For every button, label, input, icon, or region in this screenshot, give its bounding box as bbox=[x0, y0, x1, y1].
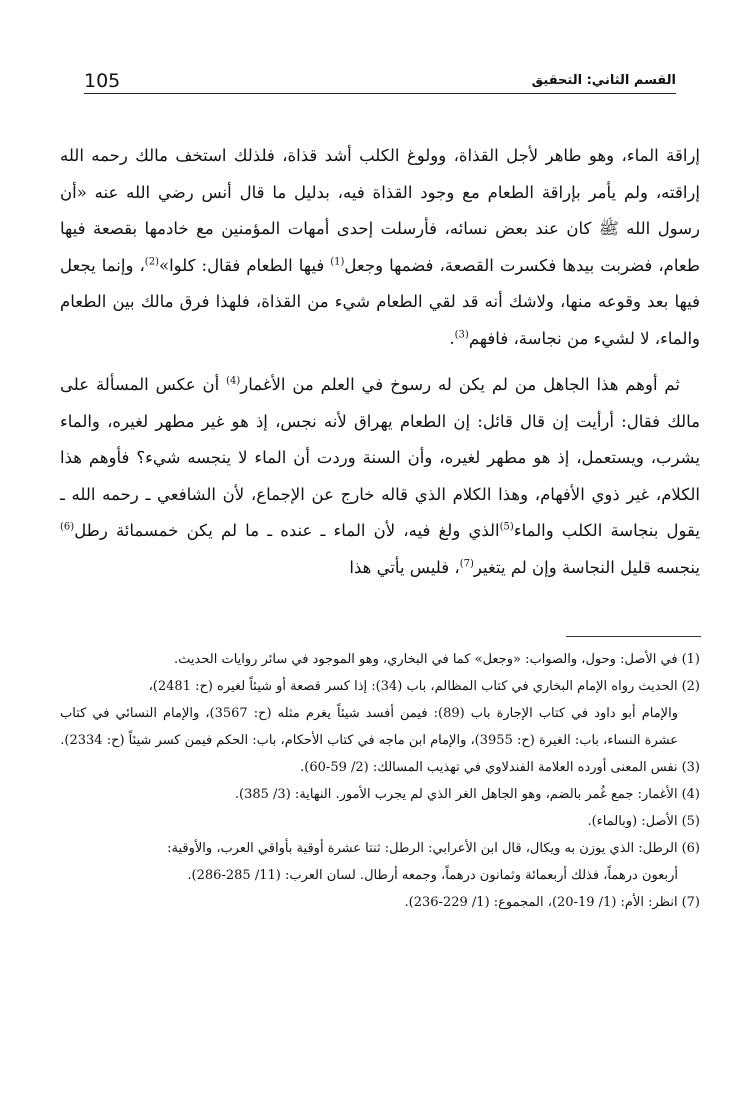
footnote-ref-3[interactable]: (3) bbox=[454, 329, 469, 340]
footnote-ref-4[interactable]: (4) bbox=[226, 375, 241, 387]
page-header bbox=[84, 64, 676, 94]
footnote-text: الحديث رواه الإمام البخاري في كتاب المظالم، باب (34): إذا كسر قصعة أو شيئاً لغيره (ح: 2481)، bbox=[148, 679, 678, 694]
footnote-number: (3) bbox=[681, 760, 700, 775]
footnote-text: انظر: الأم: (1/ 19-20)، المجموع: (1/ 229-236). bbox=[404, 895, 678, 910]
text-run: أن عكس المسألة على مالك فقال: أرأيت إن قال قائل: إن الطعام يهراق لأنه نجس، إذ هو غير مطهر لغيره، والماء يشرب، ويستعمل، إذ هو مطهر لغيره، وأن السنة وردت أن الماء لا ينجسه شيء؟ فأوهم هذا الكلام، غير ذوي الأفهام، وهذا الكلام الذي قاله خارج عن الإجماع، لأن الشافعي ـ رحمه الله ـ يقول بنجاسة الكلب والماء bbox=[60, 375, 700, 540]
paragraph-1 bbox=[60, 138, 700, 357]
footnote-continuation: أربعون درهماً، فذلك أربعمائة وثمانون درهماً، وجمعه أرطال. لسان العرب: (11/ 285-286). bbox=[187, 868, 678, 883]
footnote-number: (2) bbox=[681, 679, 700, 694]
footnote-number: (6) bbox=[681, 841, 700, 856]
footnote-2 bbox=[60, 673, 700, 754]
footnote-text: نفس المعنى أورده العلامة الفندلاوي في تهذيب المسالك: (2/ 59-60). bbox=[300, 760, 678, 775]
main-text bbox=[60, 138, 700, 586]
footnote-6 bbox=[60, 835, 700, 889]
footnote-ref-5[interactable]: (5) bbox=[499, 521, 514, 533]
footnote-number: (1) bbox=[681, 652, 700, 667]
footnote-text: الأغمار: جمع غُمر بالضم، وهو الجاهل الغر الذي لم يجرب الأمور. النهاية: (3/ 385). bbox=[234, 787, 678, 802]
footnote-text: الرطل: الذي يوزن به ويكال، قال ابن الأعرابي: الرطل: ثنتا عشرة أوقية بأواقي العرب، والأوقية: bbox=[167, 841, 678, 856]
footnote-number: (7) bbox=[681, 895, 700, 910]
text-run: . bbox=[449, 328, 455, 348]
footnote-5 bbox=[60, 808, 700, 835]
header-rule bbox=[84, 93, 676, 94]
text-run: ، وإنما يجعل فيها بعد وقوعه منها، ولاشك أنه قد لقي الطعام شيء من القذاة، فلهذا فرق مالك بين الطعام والماء، لا لشيء من نجاسة، فافهم bbox=[60, 255, 700, 348]
footnote-ref-2[interactable]: (2) bbox=[144, 256, 159, 267]
footnote-3 bbox=[60, 754, 700, 781]
text-run: ينجسه قليل النجاسة وإن لم يتغير bbox=[473, 557, 700, 577]
footnote-4 bbox=[60, 781, 700, 808]
paragraph-2 bbox=[60, 367, 700, 586]
footnote-number: (4) bbox=[681, 787, 700, 802]
footnote-7 bbox=[60, 889, 700, 916]
footnote-1 bbox=[60, 646, 700, 673]
text-run: فيها الطعام فقال: كلوا» bbox=[158, 255, 331, 275]
footnote-text: في الأصل: وحول، والصواب: «وجعل» كما في البخاري، وهو الموجود في سائر روايات الحديث. bbox=[174, 652, 678, 667]
text-run: إراقة الماء، وهو طاهر لأجل القذاة، وولوغ الكلب أشد قذاة، فلذلك استخف مالك رحمه الله إراقته، ولم يأمر بإراقة الطعام مع وجود القذاة فيه، بدليل ما قال أنس رضي الله عنه «أن رسول الله ﷺ كان عند بعض نسائه، فأرسلت إحدى أمهات المؤمنين مع خادمها بقصعة فيها طعام، فضربت بيدها فكسرت القصعة، فضمها وجعل bbox=[60, 146, 700, 275]
footnote-continuation: والإمام أبو داود في كتاب الإجارة باب (89): فيمن أفسد شيئاً يغرم مثله (ح: 3567)، والإمام النسائي في كتاب عشرة النساء، باب: الغيرة (ح: 3955)، والإمام ابن ماجه في كتاب الأحكام، باب: الحكم فيمن كسر شيئاً (ح: 2334). bbox=[60, 706, 678, 748]
footnote-number: (5) bbox=[681, 814, 700, 829]
footnote-ref-6[interactable]: (6) bbox=[60, 521, 75, 533]
footnote-text: الأصل: (وبالماء). bbox=[587, 814, 678, 829]
footnote-ref-7[interactable]: (7) bbox=[459, 558, 474, 569]
text-run: ، فليس يأتي هذا bbox=[349, 557, 460, 577]
text-run: الذي ولغ فيه، لأن الماء ـ عنده ـ ما لم يكن خمسمائة رطل bbox=[74, 521, 500, 540]
footnotes bbox=[60, 646, 700, 916]
footnote-separator bbox=[566, 636, 701, 637]
footnote-ref-1[interactable]: (1) bbox=[330, 256, 345, 267]
page-number: 105 bbox=[84, 70, 121, 92]
text-run: ثم أوهم هذا الجاهل من لم يكن له رسوخ في العلم من الأغمار bbox=[240, 375, 680, 394]
section-title: القسم الثاني: التحقيق bbox=[531, 73, 676, 88]
